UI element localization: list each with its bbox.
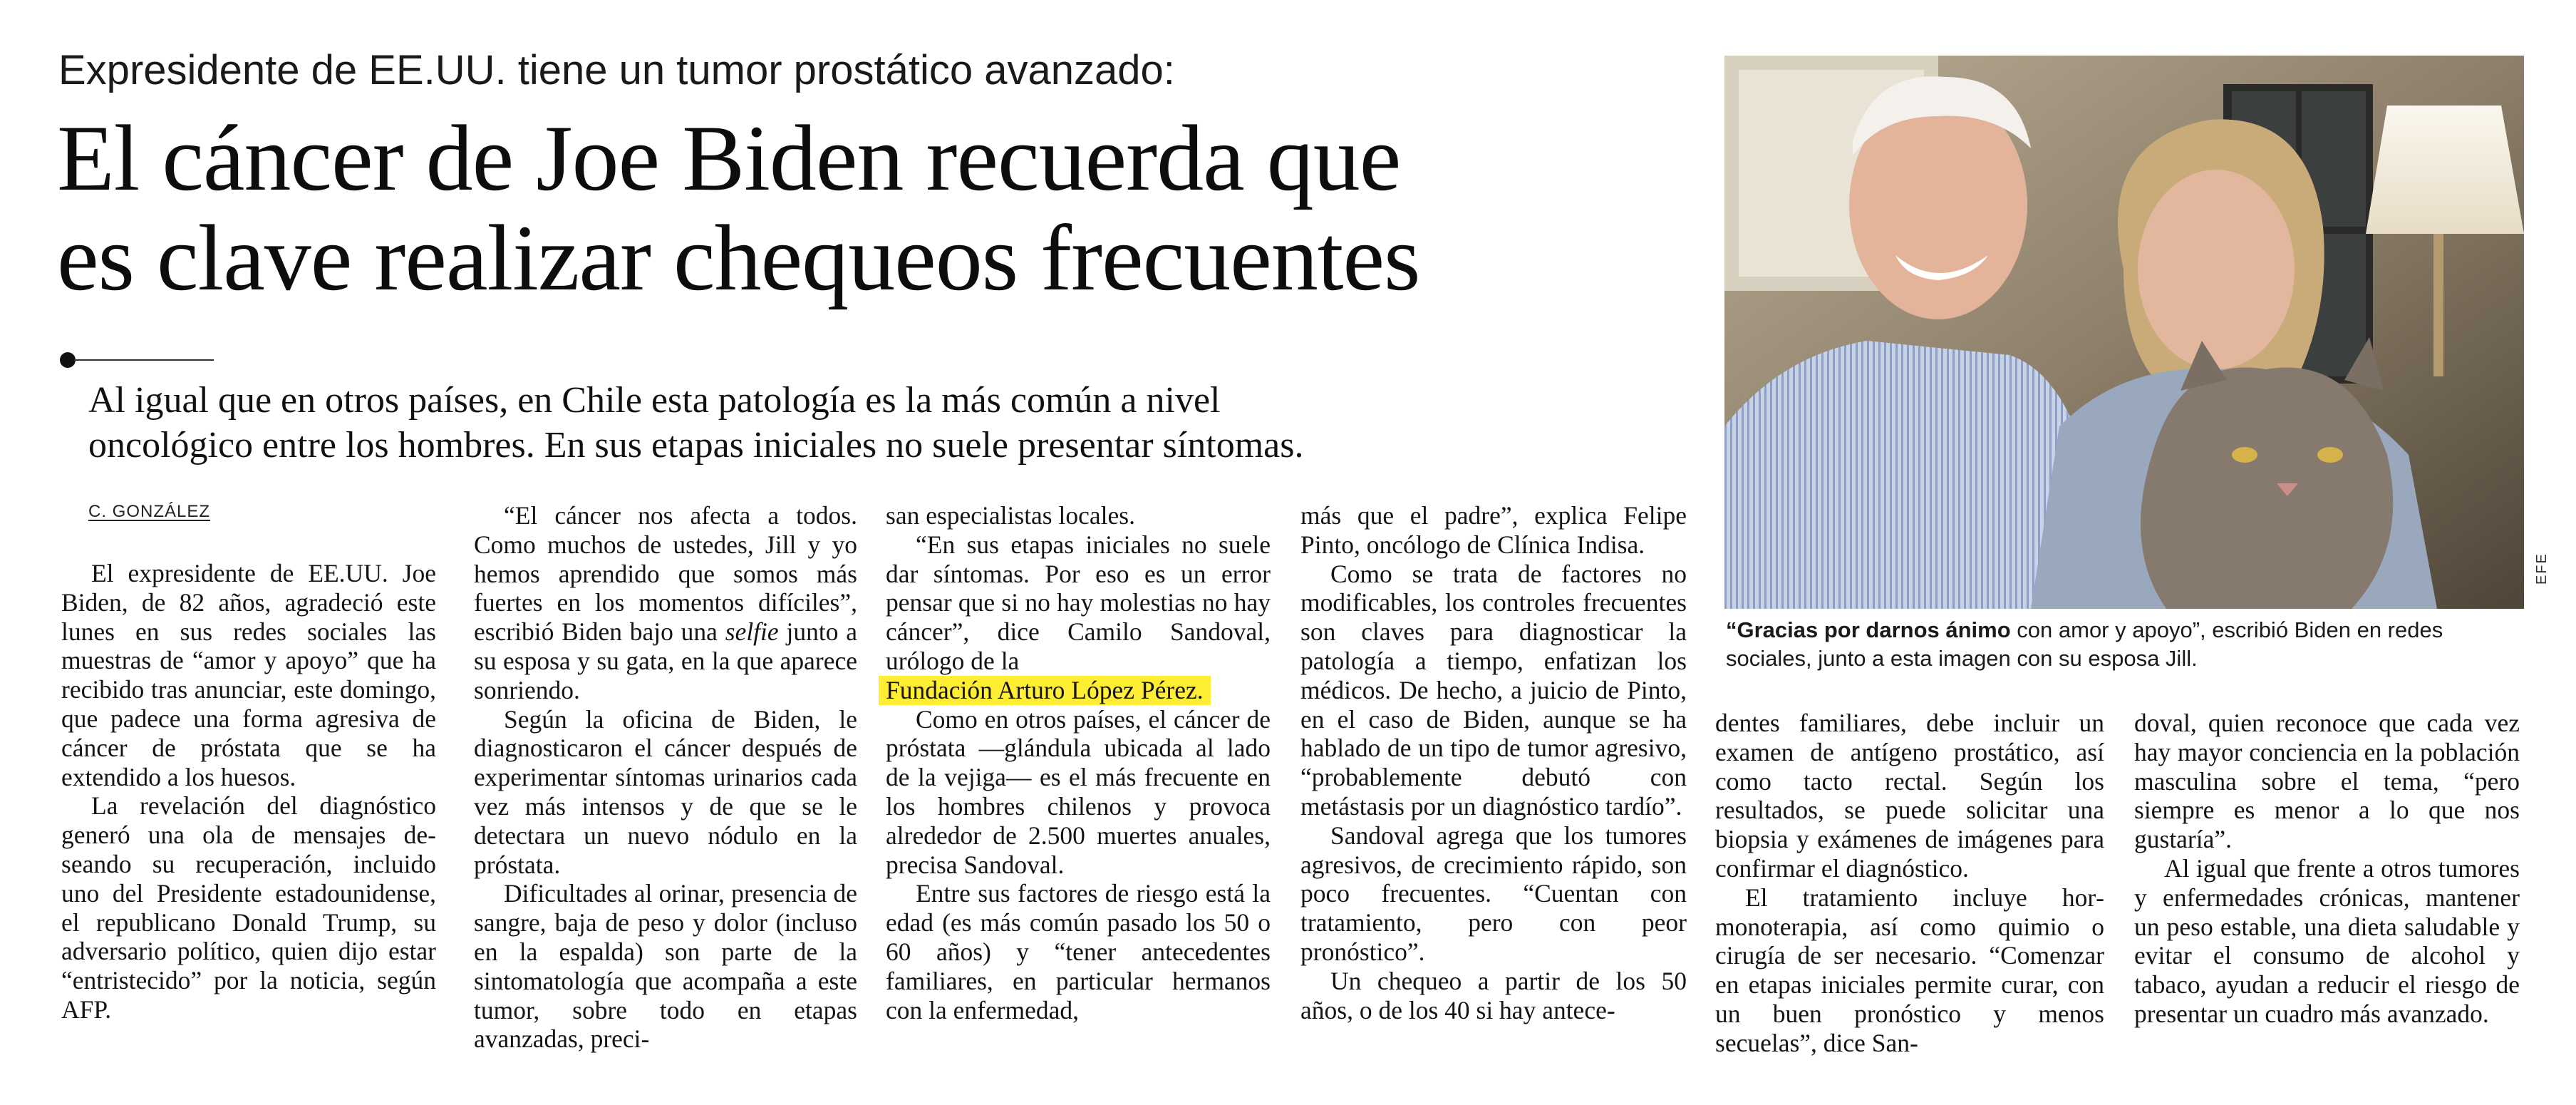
caption-bold: “Gracias por darnos ánimo [1726, 617, 2011, 642]
paragraph: Como se trata de factores no modificables, los controles frecuentes son claves para diagnosticar la patología a tiempo, enfatizan los médicos. De hecho, a juicio de Pinto, en el caso de Biden, aunque se ha hablado de un tipo de tumor agresivo, “probablemente debutó con metástasis por un diagnóstico tardío”. [1300, 559, 1687, 821]
paragraph: El expresidente de EE.UU. Joe Biden, de 82 años, agradeció este lunes en sus redes sociales las muestras de “amor y apoyo” que ha recibido tras anunciar, este domingo, que padece una forma agresiva de cáncer de próstata que se ha extendido a los huesos. [61, 559, 436, 791]
emphasis-text: selfie [725, 617, 779, 647]
text-run: “El cáncer nos afecta a todos. Como muchos de ustedes, Jill y yo hemos aprendido que somos más fuertes en los momentos difíciles”, escribió Biden bajo una [474, 501, 857, 647]
deck-line-2: oncológico entre los hombres. En sus etapas iniciales no suele presentar síntomas. [88, 425, 1304, 466]
headline-line-1: El cáncer de Joe Biden recuerda que [57, 106, 1401, 210]
paragraph: Como en otros países, el cáncer de próstata —glándula ubicada al lado de la vejiga— es el más frecuente en los hombres chilenos y provoca alrededor de 2.500 muertes anuales, precisa Sandoval. [886, 704, 1271, 879]
headline [57, 108, 1753, 308]
deck-line-1: Al igual que en otros países, en Chile esta patología es la más común a nivel [88, 380, 1221, 421]
deck-rule [74, 359, 214, 361]
highlighted-text: Fundación Arturo López Pérez. [879, 676, 1211, 705]
paragraph: Sandoval agrega que los tumores agresivos, de crecimiento rápido, son poco frecuentes. “Cuentan con tratamiento, pero con peor pronóstico”. [1300, 821, 1687, 966]
photo [1724, 56, 2524, 609]
paragraph: La revelación del diagnóstico generó una ola de mensajes deseando su recuperación, incluido uno del Presidente estadounidense, el republicano Donald Trump, su adversario político, quien dijo estar “entristecido” por la noticia, según AFP. [61, 791, 436, 1024]
paragraph: El tratamiento incluye hormonoterapia, así como quimio o cirugía de ser necesario. “Comenzar en etapas iniciales permite curar, con un buen pronóstico y menos secuelas”, dice San- [1715, 883, 2104, 1057]
body-column-1 [61, 559, 436, 1024]
paragraph: Según la oficina de Biden, le diagnosticaron el cáncer después de experimentar síntomas urinarios cada vez más intensos y de que se le detectara un nuevo nódulo en la próstata. [474, 704, 857, 879]
headline-line-2: es clave realizar chequeos frecuentes [57, 205, 1420, 310]
photo-caption [1726, 616, 2524, 673]
paragraph: Entre sus factores de riesgo está la edad (es más común pasado los 50 o 60 años) y “tener antecedentes familiares, en particular hermanos con la enfermedad, [886, 879, 1271, 1024]
paragraph: más que el padre”, explica Felipe Pinto, oncólogo de Clínica Indisa. [1300, 501, 1687, 559]
body-column-4 [1300, 501, 1687, 1024]
paragraph: dentes familiares, debe incluir un examen de antígeno prostático, así como tacto rectal. Según los resultados, se puede solicitar una biopsia y exámenes de imágenes para confirmar el diagnóstico. [1715, 709, 2104, 883]
deck [88, 378, 1742, 468]
paragraph: Al igual que frente a otros tumores y enfermedades crónicas, mantener un peso estable, una dieta saludable y evitar el consumo de alcohol y tabaco, ayudan a reducir el riesgo de presentar un cuadro más avanzado. [2134, 853, 2520, 1028]
body-column-5 [1715, 709, 2104, 1058]
paragraph: san especialistas locales. [886, 501, 1135, 530]
deck-bullet-icon [60, 352, 76, 368]
body-column-6 [2134, 709, 2520, 1029]
text-run: junto a su esposa y su gata, en la que aparece sonriendo. [474, 617, 857, 704]
paragraph: doval, quien reconoce que cada vez hay mayor conciencia en la población masculina sobre el tema, “pero siempre es menor a lo que nos gustaría”. [2134, 709, 2520, 854]
kicker: Expresidente de EE.UU. tiene un tumor prostático avanzado: [58, 47, 1175, 93]
paragraph [474, 501, 857, 705]
caption-text: con amor y apoyo”, escribió Biden en redes sociales, junto a esta imagen con su esposa Jill. [1726, 617, 2443, 671]
byline: C. GONZÁLEZ [88, 502, 211, 521]
body-column-2 [474, 501, 857, 1054]
paragraph: Un chequeo a partir de los 50 años, o de los 40 si hay antece- [1300, 966, 1687, 1024]
body-column-3 [886, 501, 1271, 1024]
paragraph: Dificultades al orinar, presencia de sangre, baja de peso y dolor (incluso en la espalda) son parte de la sintomatología que acompaña a este tumor, sobre todo en etapas avanzadas, preci- [474, 879, 857, 1054]
paragraph [886, 676, 1271, 705]
photo-credit: EFE [2534, 552, 2550, 585]
photo-illustration [1724, 56, 2524, 609]
paragraph: “En sus etapas iniciales no suele dar síntomas. Por eso es un error pensar que si no hay molestias no hay cáncer”, dice Camilo Sandoval, urólogo de la [886, 530, 1271, 675]
